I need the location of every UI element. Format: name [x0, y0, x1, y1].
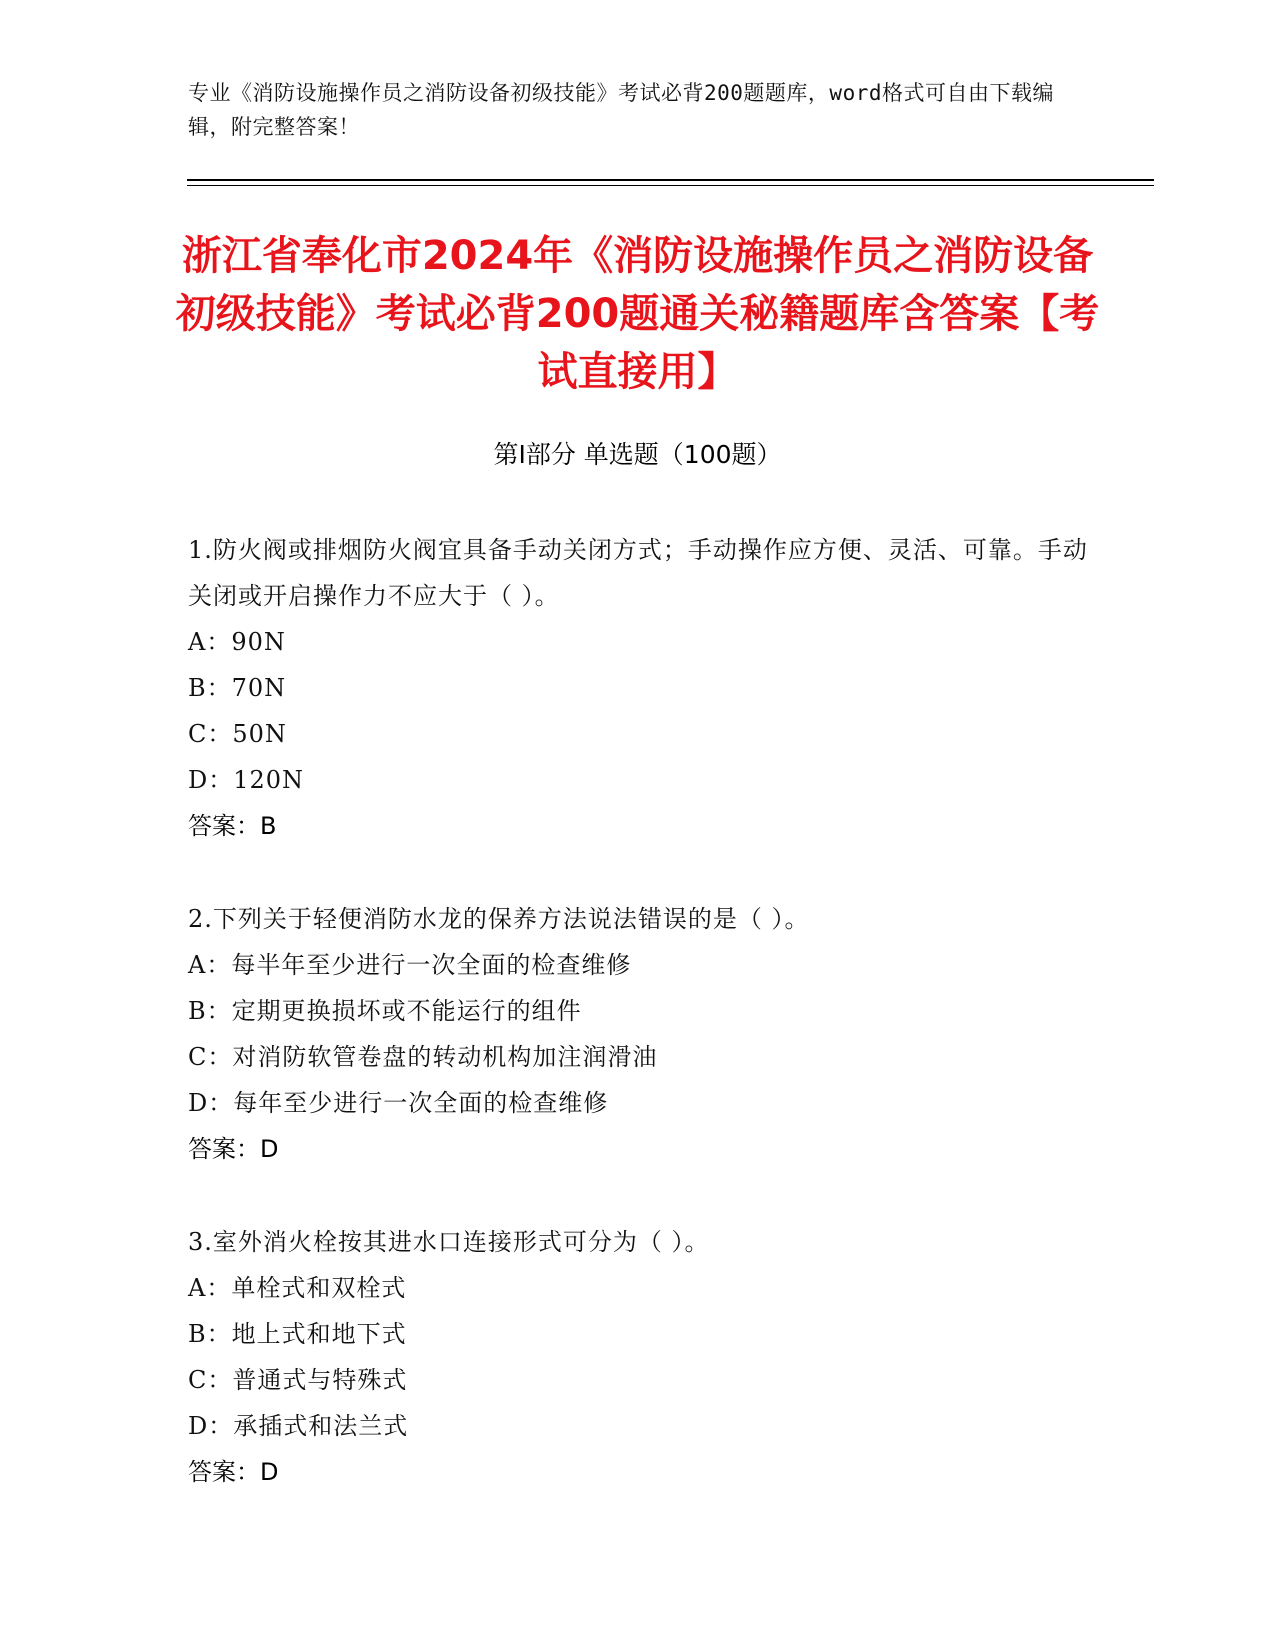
question-list — [188, 527, 1088, 1542]
answer: 答案：D — [188, 1135, 279, 1163]
question-text: 2.下列关于轻便消防水龙的保养方法说法错误的是（ ）。 — [188, 905, 810, 933]
answer: 答案：B — [188, 812, 277, 840]
option-d: D：每年至少进行一次全面的检查维修 — [188, 1089, 609, 1117]
option-b: B：定期更换损坏或不能运行的组件 — [188, 997, 582, 1025]
section-title: 第I部分 单选题（100题） — [493, 440, 782, 469]
option-c: C：50N — [188, 720, 287, 748]
header-rule-thick — [187, 179, 1154, 181]
option-c: C：对消防软管卷盘的转动机构加注润滑油 — [188, 1043, 658, 1071]
header-rule-thin — [187, 185, 1154, 186]
question-text: 1.防火阀或排烟防火阀宜具备手动关闭方式；手动操作应方便、灵活、可靠。手动关闭或开启操作力不应大于（ ）。 — [188, 536, 1088, 610]
question-2 — [188, 896, 1088, 1172]
option-b: B：地上式和地下式 — [188, 1320, 407, 1348]
answer: 答案：D — [188, 1458, 279, 1486]
document-title: 浙江省奉化市2024年《消防设施操作员之消防设备初级技能》考试必背200题通关秘籍题库含答案【考试直接用】 — [175, 233, 1100, 395]
question-1 — [188, 527, 1088, 849]
option-b: B：70N — [188, 674, 287, 702]
option-a: A：90N — [188, 628, 286, 656]
option-d: D：承插式和法兰式 — [188, 1412, 409, 1440]
option-a: A：单栓式和双栓式 — [188, 1274, 407, 1302]
question-3 — [188, 1219, 1088, 1495]
option-c: C：普通式与特殊式 — [188, 1366, 408, 1394]
option-d: D：120N — [188, 766, 305, 794]
header-note: 专业《消防设施操作员之消防设备初级技能》考试必背200题题库，word格式可自由下载编辑，附完整答案！ — [188, 81, 1054, 139]
question-text: 3.室外消火栓按其进水口连接形式可分为（ ）。 — [188, 1228, 710, 1256]
option-a: A：每半年至少进行一次全面的检查维修 — [188, 951, 632, 979]
